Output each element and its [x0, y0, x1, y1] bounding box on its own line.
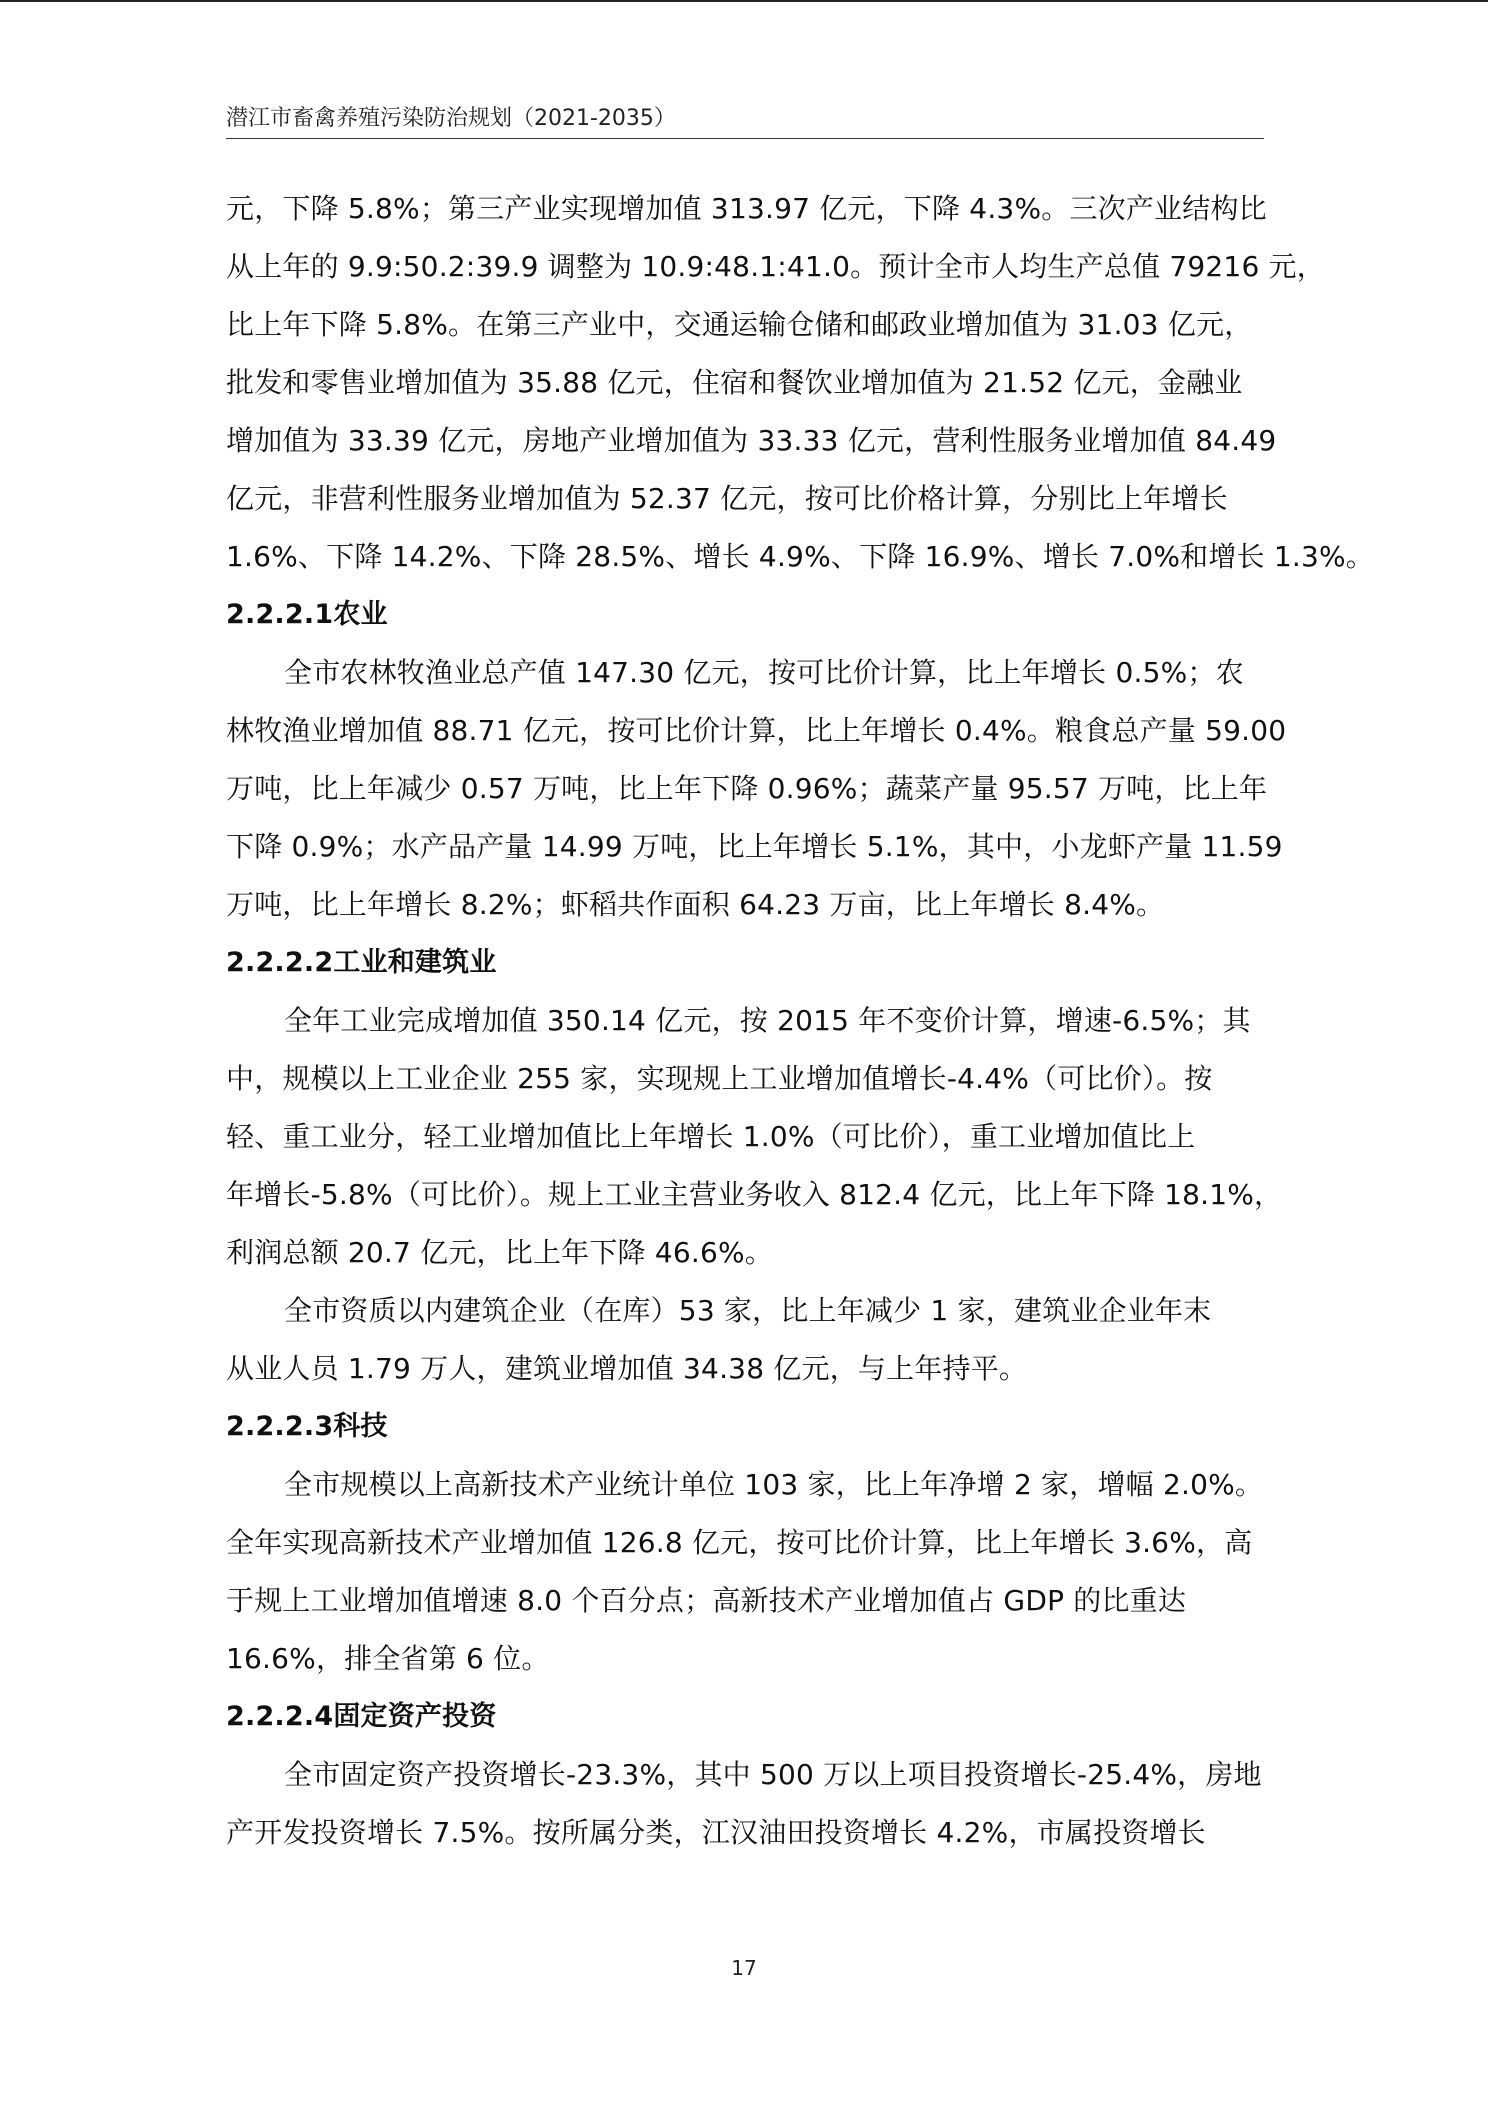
- paragraph-line: 万吨，比上年增长 8.2%；虾稻共作面积 64.23 万亩，比上年增长 8.4%。: [226, 888, 1165, 921]
- paragraph-line: 全市规模以上高新技术产业统计单位 103 家，比上年净增 2 家，增幅 2.0%。: [284, 1468, 1264, 1501]
- paragraph-line: 批发和零售业增加值为 35.88 亿元，住宿和餐饮业增加值为 21.52 亿元，金融业: [226, 366, 1243, 399]
- paragraph-line: 从上年的 9.9:50.2:39.9 调整为 10.9:48.1:41.0。预计全市人均生产总值 79216 元，: [226, 250, 1325, 283]
- section-heading-industry: 2.2.2.2工业和建筑业: [226, 947, 497, 978]
- paragraph-line: 亿元，非营利性服务业增加值为 52.37 亿元，按可比价格计算，分别比上年增长: [226, 482, 1228, 515]
- body-text: [226, 180, 1374, 1862]
- paragraph-line: 比上年下降 5.8%。在第三产业中，交通运输仓储和邮政业增加值为 31.03 亿元，: [226, 308, 1253, 341]
- paragraph-line: 下降 0.9%；水产品产量 14.99 万吨，比上年增长 5.1%，其中，小龙虾产量 11.59: [226, 830, 1283, 863]
- paragraph-line: 产开发投资增长 7.5%。按所属分类，江汉油田投资增长 4.2%，市属投资增长: [226, 1816, 1206, 1849]
- paragraph-line: 1.6%、下降 14.2%、下降 28.5%、增长 4.9%、下降 16.9%、增长 7.0%和增长 1.3%。: [226, 540, 1374, 573]
- page-number: 17: [731, 1956, 757, 1980]
- paragraph-line: 林牧渔业增加值 88.71 亿元，按可比价计算，比上年增长 0.4%。粮食总产量 59.00: [226, 714, 1287, 747]
- paragraph-line: 增加值为 33.39 亿元，房地产业增加值为 33.33 亿元，营利性服务业增加值 84.49: [226, 424, 1277, 457]
- paragraph-line: 全年工业完成增加值 350.14 亿元，按 2015 年不变价计算，增速-6.5%；其: [284, 1004, 1251, 1037]
- paragraph-line: 元，下降 5.8%；第三产业实现增加值 313.97 亿元，下降 4.3%。三次产业结构比: [226, 192, 1267, 225]
- paragraph-line: 利润总额 20.7 亿元，比上年下降 46.6%。: [226, 1236, 773, 1269]
- paragraph-line: 万吨，比上年减少 0.57 万吨，比上年下降 0.96%；蔬菜产量 95.57 万吨，比上年: [226, 772, 1268, 805]
- header-divider: [226, 138, 1264, 139]
- section-heading-agriculture: 2.2.2.1农业: [226, 599, 388, 630]
- paragraph-line: 年增长-5.8%（可比价）。规上工业主营业务收入 812.4 亿元，比上年下降 18.1%，: [226, 1178, 1283, 1211]
- paragraph-line: 全市固定资产投资增长-23.3%，其中 500 万以上项目投资增长-25.4%，房地: [284, 1758, 1262, 1791]
- top-border: [0, 0, 1488, 2]
- paragraph-line: 从业人员 1.79 万人，建筑业增加值 34.38 亿元，与上年持平。: [226, 1352, 1028, 1385]
- paragraph-line: 全市农林牧渔业总产值 147.30 亿元，按可比价计算，比上年增长 0.5%；农: [284, 656, 1244, 689]
- section-heading-investment: 2.2.2.4固定资产投资: [226, 1701, 497, 1732]
- paragraph-line: 全市资质以内建筑企业（在库）53 家，比上年减少 1 家，建筑业企业年末: [284, 1294, 1212, 1327]
- paragraph-line: 于规上工业增加值增速 8.0 个百分点；高新技术产业增加值占 GDP 的比重达: [226, 1584, 1187, 1617]
- paragraph-line: 轻、重工业分，轻工业增加值比上年增长 1.0%（可比价），重工业增加值比上: [226, 1120, 1196, 1153]
- paragraph-line: 全年实现高新技术产业增加值 126.8 亿元，按可比价计算，比上年增长 3.6%，高: [226, 1526, 1253, 1559]
- section-heading-technology: 2.2.2.3科技: [226, 1411, 388, 1442]
- running-header: 潜江市畜禽养殖污染防治规划（2021-2035）: [226, 106, 676, 131]
- paragraph-line: 16.6%，排全省第 6 位。: [226, 1642, 550, 1675]
- paragraph-line: 中，规模以上工业企业 255 家，实现规上工业增加值增长-4.4%（可比价）。按: [226, 1062, 1213, 1095]
